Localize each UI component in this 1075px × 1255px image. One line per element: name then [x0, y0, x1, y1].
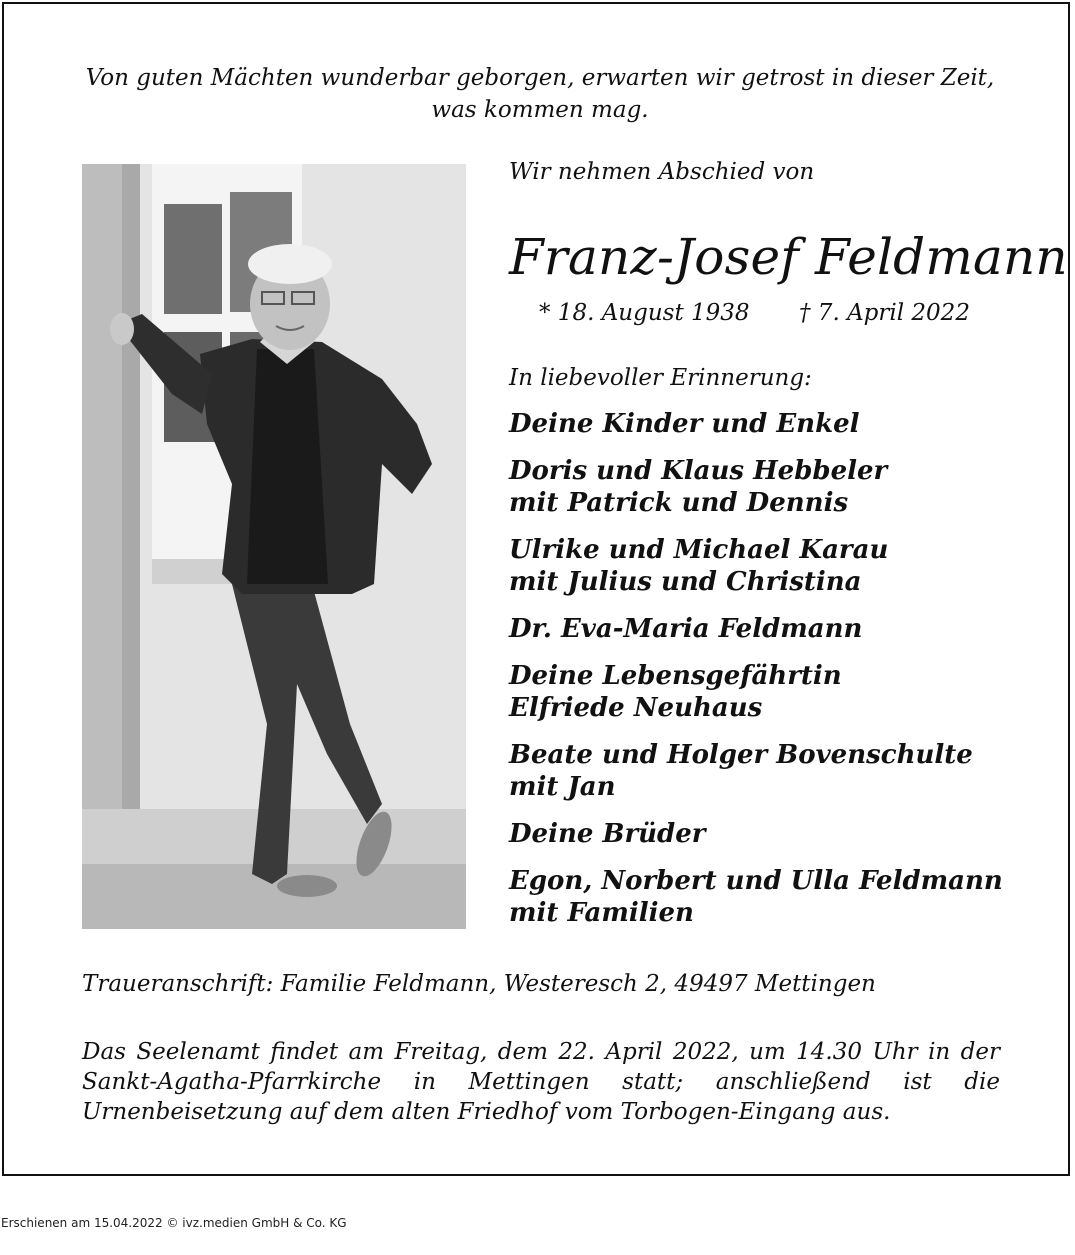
mourning-address: Traueranschrift: Familie Feldmann, Westeresch 2, 49497 Mettingen [82, 971, 876, 997]
mourner-line: Elfriede Neuhaus [509, 693, 763, 723]
opening-quote [64, 62, 1016, 126]
mourner-line: Egon, Norbert und Ulla Feldmann [509, 866, 1003, 896]
mourner-line: Deine Brüder [509, 819, 706, 849]
mourner-line: mit Patrick und Dennis [509, 488, 849, 518]
mourner-group [509, 660, 1049, 724]
mourner-line: Ulrike und Michael Karau [509, 535, 889, 565]
mourner-group [509, 455, 1049, 519]
mourner-group [509, 865, 1049, 929]
publication-footer: Erschienen am 15.04.2022 © ivz.medien GmbH & Co. KG [1, 1216, 347, 1230]
obituary-frame [2, 2, 1070, 1176]
mourner-line: Deine Lebensgefährtin [509, 661, 842, 691]
mourner-group [509, 613, 1049, 645]
death-date: † 7. April 2022 [799, 300, 970, 326]
mourner-group [509, 534, 1049, 598]
mourner-line: Deine Kinder und Enkel [509, 409, 860, 439]
service-announcement: Das Seelenamt findet am Freitag, dem 22. April 2022, um 14.30 Uhr in der Sankt-Agatha-Pfarrkirche in Mettingen statt; anschließend ist die Urnenbeisetzung auf dem alten Friedhof vom Torbogen-Eingang aus. [82, 1039, 1000, 1125]
mourner-group [509, 408, 1049, 440]
mourner-line: mit Familien [509, 898, 694, 928]
mourner-group [509, 818, 1049, 850]
mourner-line: Beate und Holger Bovenschulte [509, 740, 973, 770]
portrait-photo [82, 164, 466, 929]
mourner-line: mit Julius und Christina [509, 567, 862, 597]
birth-date: * 18. August 1938 [539, 300, 750, 326]
mourner-group [509, 739, 1049, 803]
quote-line-1: Von guten Mächten wunderbar geborgen, erwarten wir getrost in dieser Zeit, [85, 65, 995, 91]
deceased-name: Franz-Josef Feldmann [509, 228, 1068, 286]
mourner-line: Dr. Eva-Maria Feldmann [509, 614, 863, 644]
farewell-intro: Wir nehmen Abschied von [509, 159, 815, 185]
quote-line-2: was kommen mag. [431, 97, 649, 123]
mourner-line: mit Jan [509, 772, 616, 802]
remembrance-intro: In liebevoller Erinnerung: [509, 365, 812, 391]
mourners-list [509, 408, 1049, 944]
mourner-line: Doris und Klaus Hebbeler [509, 456, 888, 486]
